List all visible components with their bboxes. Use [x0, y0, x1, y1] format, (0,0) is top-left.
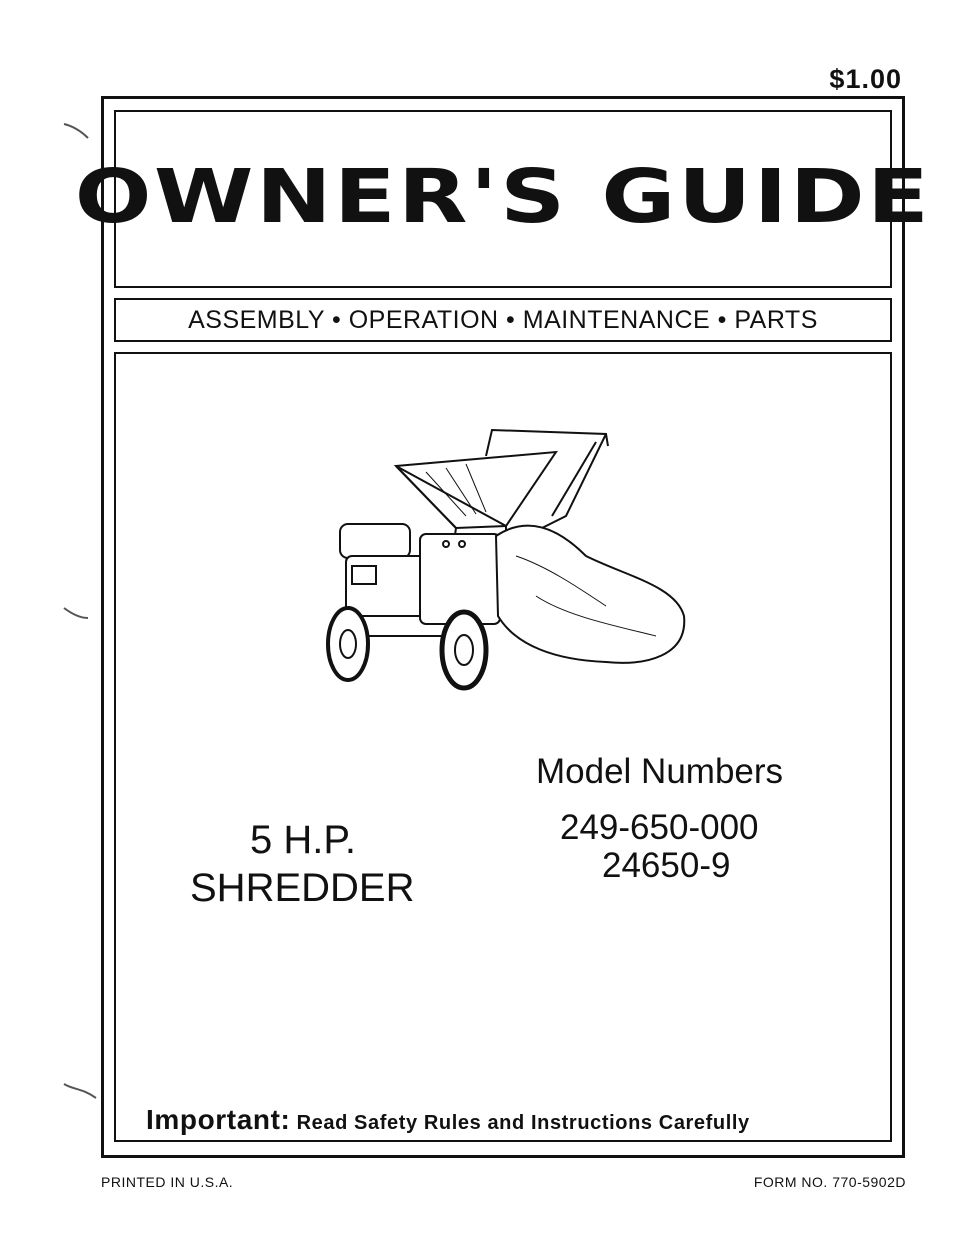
notice-text: Read Safety Rules and Instructions Carefully — [290, 1112, 750, 1134]
safety-notice — [146, 1104, 750, 1136]
price-label: $1.00 — [829, 64, 902, 94]
guide-sections: ASSEMBLY • OPERATION • MAINTENANCE • PARTS — [188, 306, 818, 334]
scan-mark-icon — [62, 604, 92, 624]
form-number: FORM NO. 770-5902D — [753, 1174, 906, 1190]
subtitle-box — [114, 298, 892, 342]
product-name: SHREDDER — [190, 866, 415, 910]
printed-in: PRINTED IN U.S.A. — [101, 1174, 234, 1190]
scan-mark-icon — [62, 120, 92, 140]
scan-mark-icon — [62, 1080, 98, 1102]
notice-lead: Important: — [146, 1104, 291, 1135]
model-number-1: 249-650-000 — [560, 808, 759, 847]
title-box — [74, 110, 932, 288]
shredder-illustration — [316, 416, 696, 696]
product-power: 5 H.P. — [250, 818, 356, 862]
page-title: OWNER'S GUIDE — [74, 154, 932, 240]
model-numbers-heading: Model Numbers — [536, 752, 784, 791]
model-number-2: 24650-9 — [602, 846, 731, 885]
